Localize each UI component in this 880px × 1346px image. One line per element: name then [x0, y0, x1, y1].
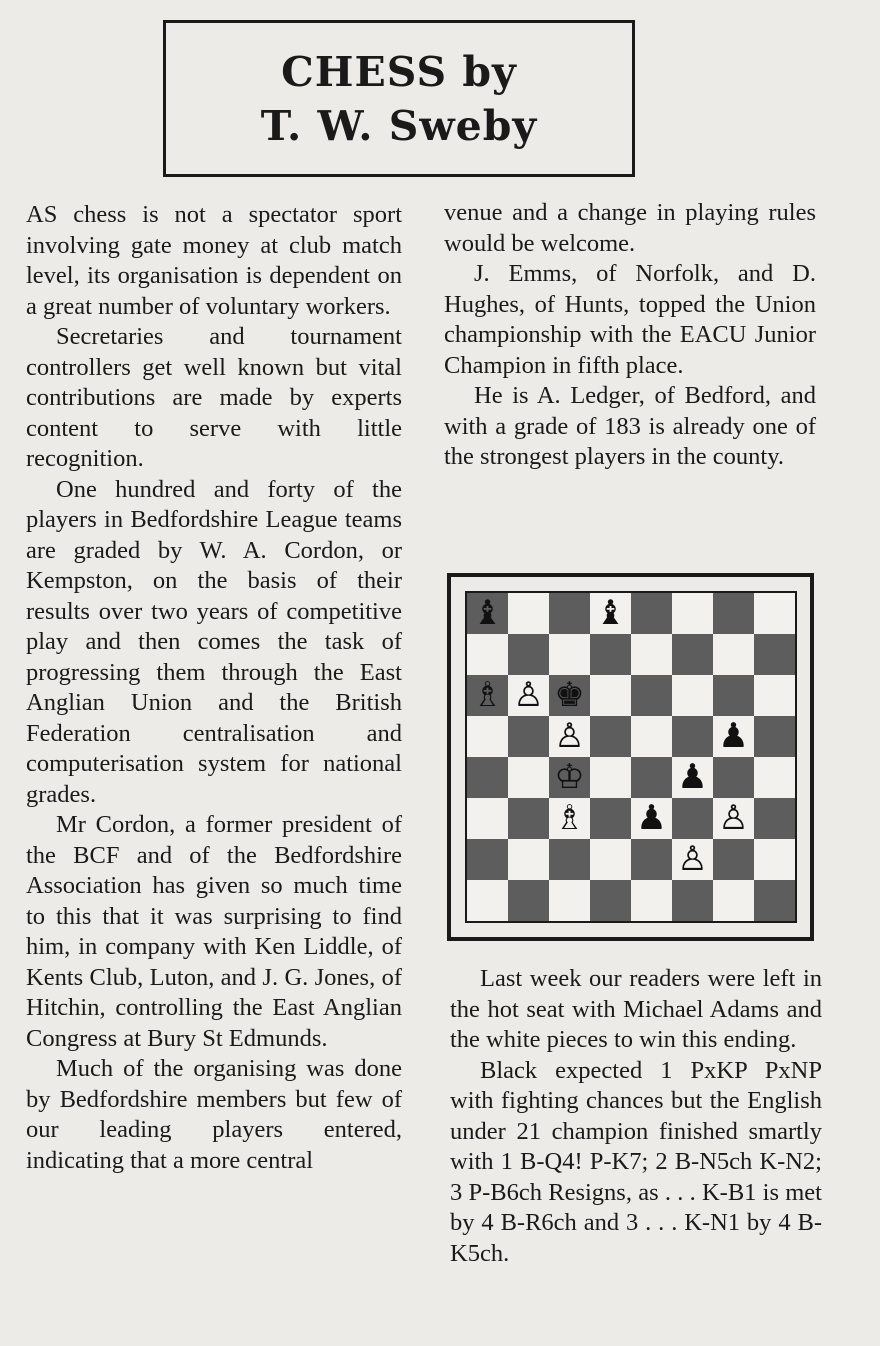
board-square [713, 880, 754, 921]
black-pawn-icon: ♟ [677, 757, 708, 797]
white-bishop-icon: ♗ [554, 798, 585, 838]
white-bishop-icon: ♗ [472, 675, 503, 715]
board-square [754, 839, 795, 880]
board-square [754, 880, 795, 921]
board-square [590, 675, 631, 716]
white-pawn-icon: ♙ [554, 716, 585, 756]
board-square [713, 757, 754, 798]
board-square [713, 839, 754, 880]
board-square [467, 716, 508, 757]
board-square [631, 839, 672, 880]
board-square [672, 716, 713, 757]
board-square [467, 757, 508, 798]
black-pawn-icon: ♟ [636, 798, 667, 838]
board-square [754, 757, 795, 798]
column-title-box [163, 20, 635, 177]
article-paragraph: Much of the organising was done by Bedfordshire members but few of our leading players entered, indicating that a more central [26, 1055, 402, 1174]
article-column-left [26, 200, 402, 1176]
board-square [713, 634, 754, 675]
board-square [672, 675, 713, 716]
black-bishop-icon: ♝ [595, 593, 626, 633]
board-square [631, 593, 672, 634]
board-square [631, 716, 672, 757]
board-square [508, 634, 549, 675]
board-square [672, 634, 713, 675]
board-square [549, 593, 590, 634]
board-square [590, 798, 631, 839]
board-square [467, 798, 508, 839]
board-square [754, 716, 795, 757]
board-square [754, 634, 795, 675]
white-pawn-icon: ♙ [677, 839, 708, 879]
article-paragraph: Mr Cordon, a former president of the BCF and of the Bedfordshire Association has given so much time to this that it was surprising to find him, in company with Ken Liddle, of Kents Club, Luton, and J. G. Jones, of Hitchin, controlling the East Anglian Congress at Bury St Edmunds. [26, 811, 402, 1052]
board-square [590, 716, 631, 757]
board-square [713, 593, 754, 634]
article-column-right-bottom [450, 964, 822, 1269]
board-square [508, 839, 549, 880]
white-pawn-icon: ♙ [513, 675, 544, 715]
board-square [467, 634, 508, 675]
board-square [631, 880, 672, 921]
board-square [508, 593, 549, 634]
board-square [508, 716, 549, 757]
board-square [590, 634, 631, 675]
board-square [713, 675, 754, 716]
column-author: T. W. Sweby [260, 101, 538, 150]
article-column-right-top [444, 198, 816, 473]
article-paragraph: AS chess is not a spectator sport involving gate money at club match level, its organisation is dependent on a great number of voluntary workers. [26, 201, 402, 320]
board-square [467, 880, 508, 921]
board-square [631, 757, 672, 798]
board-square [754, 798, 795, 839]
article-paragraph: One hundred and forty of the players in Bedfordshire League teams are graded by W. A. Cordon, or Kempston, on the basis of their results over two years of competitive play and then comes the task of progressing them through the East Anglian Union and the British Federation centralisation and computerisation system for national grades. [26, 475, 402, 808]
board-square [672, 593, 713, 634]
article-paragraph: He is A. Ledger, of Bedford, and with a grade of 183 is already one of the strongest players in the county. [444, 382, 816, 470]
board-square [508, 880, 549, 921]
article-paragraph: Last week our readers were left in the hot seat with Michael Adams and the white pieces to win this ending. [450, 965, 822, 1053]
white-pawn-icon: ♙ [718, 798, 749, 838]
board-square [508, 757, 549, 798]
board-square [508, 798, 549, 839]
board-square [590, 880, 631, 921]
article-paragraph: J. Emms, of Norfolk, and D. Hughes, of Hunts, topped the Union championship with the EACU Junior Champion in fifth place. [444, 260, 816, 379]
article-paragraph: Black expected 1 PxKP PxNP with fighting chances but the English under 21 champion finished smartly with 1 B-Q4! P-K7; 2 B-N5ch K-N2; 3 P-B6ch Resigns, as . . . K-B1 is met by 4 B-R6ch and 3 . . . K-N1 by 4 B-K5ch. [450, 1056, 822, 1267]
board-square [631, 675, 672, 716]
black-king-icon: ♚ [554, 675, 585, 715]
board-square [590, 839, 631, 880]
black-bishop-icon: ♝ [472, 593, 503, 633]
article-paragraph: venue and a change in playing rules would be welcome. [444, 199, 816, 257]
article-paragraph: Secretaries and tournament controllers get well known but vital contributions are made by experts content to serve with little recognition. [26, 323, 402, 472]
board-square [631, 634, 672, 675]
column-title: CHESS by [281, 47, 517, 96]
board-square [754, 593, 795, 634]
board-square [549, 880, 590, 921]
board-square [549, 839, 590, 880]
board-square [672, 798, 713, 839]
chess-board [465, 591, 797, 923]
board-square [672, 880, 713, 921]
board-square [467, 839, 508, 880]
black-pawn-icon: ♟ [718, 716, 749, 756]
board-square [549, 634, 590, 675]
board-square [590, 757, 631, 798]
chess-diagram [447, 573, 814, 941]
board-square [754, 675, 795, 716]
white-king-icon: ♔ [554, 757, 585, 797]
